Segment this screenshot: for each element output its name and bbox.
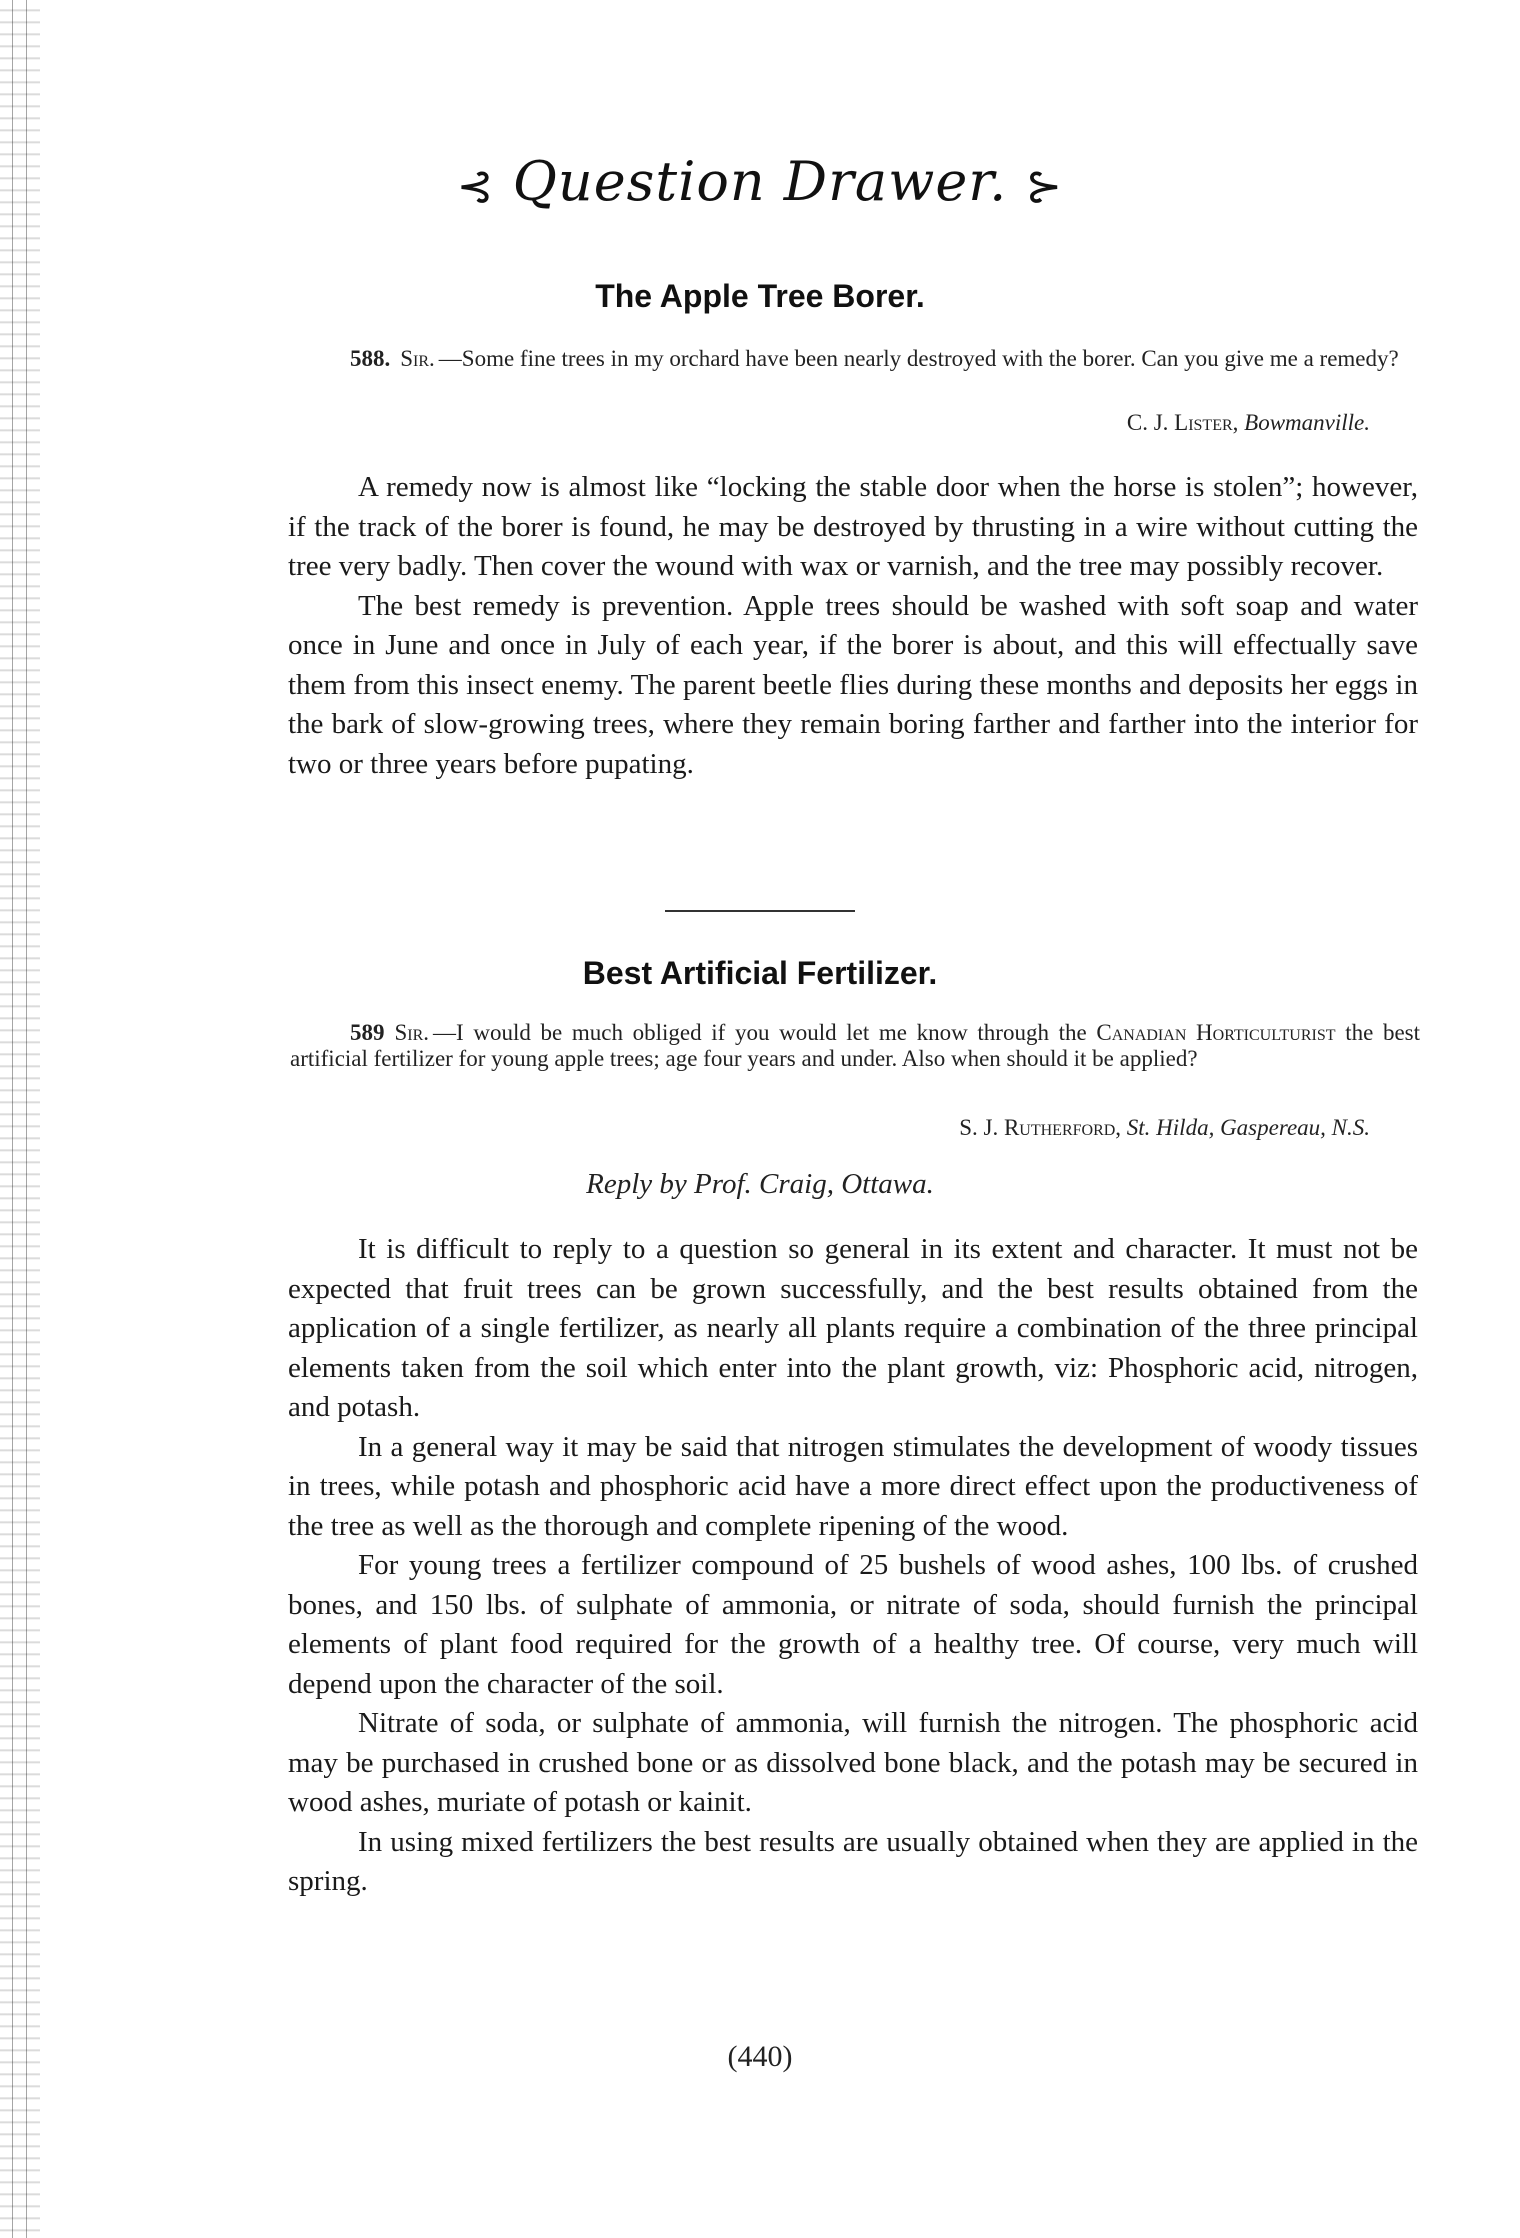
paragraph: Nitrate of soda, or sulphate of ammonia, will furnish the nitrogen. The phosphoric acid may be purchased in crushed bone or as dissolved bone black, and the potash may be secured in wood ashes, muriate of potash or kainit. [288,1707,1418,1818]
signature-place: St. Hilda, Gaspereau, N.S. [1126,1115,1370,1140]
section-title-apple-tree-borer: The Apple Tree Borer. [595,278,925,314]
ornament-left-icon: ⊰ [456,160,495,212]
paragraph: It is difficult to reply to a question so general in its extent and character. It must not be expected that fruit trees can be grown successfully, and the best results obtained from the application of a single fertilizer, as nearly all plants require a combination of the three principal elements taken from the soil which enter into the plant growth, viz: Phosphoric acid, nitrogen, and potash. [288,1233,1418,1423]
binding-line [26,0,27,2238]
signature-name: C. J. Lister, [1126,410,1239,435]
paragraph: In a general way it may be said that nitrogen stimulates the development of woody tissues in trees, while potash and phosphoric acid have a more direct effect upon the productiveness of the tree as well as the thorough and complete ripening of the wood. [288,1430,1418,1542]
query-salutation: Sir. [394,1020,430,1045]
query-588 [290,346,1420,372]
query-number: 589 [350,1020,385,1045]
reply-by: Reply by Prof. Craig, Ottawa. [586,1168,934,1200]
section-title-best-artificial-fertilizer: Best Artificial Fertilizer. [582,955,938,991]
query-number: 588. [350,346,391,371]
query-text: —Some fine trees in my orchard have been nearly destroyed with the borer. Can you give me a remedy? [438,346,1399,371]
query-text-before: —I would be much obliged if you would let me know through the [433,1020,1097,1045]
signature-place: Bowmanville. [1244,410,1370,435]
query-salutation: Sir. [400,346,435,371]
paragraph: In using mixed fertilizers the best results are usually obtained when they are applied in the spring. [288,1825,1418,1897]
signature-rutherford [959,1115,1370,1141]
ornament-right-icon: ⊱ [1025,160,1064,212]
signature-lister [1127,410,1370,436]
masthead-title: Question Drawer. [512,150,1008,213]
masthead [0,150,1520,213]
binding-edge [0,0,40,2238]
paragraph: A remedy now is almost like “locking the stable door when the horse is stolen”; however, if the track of the borer is found, he may be destroyed by thrusting in a wire without cutting the tree very badly. Then cover the wound with wax or varnish, and the tree may possibly recover. [288,471,1418,582]
page-number: (440) [727,2040,793,2073]
paragraph: For young trees a fertilizer compound of 25 bushels of wood ashes, 100 lbs. of crushed bones, and 150 lbs. of sulphate of ammonia, or nitrate of soda, should furnish the principal elements of plant food required for the growth of a healthy tree. Of course, very much will depend upon the character of the soil. [288,1549,1418,1700]
signature-name: S. J. Rutherford, [959,1115,1122,1140]
publication-name: Canadian Horticulturist [1096,1020,1336,1045]
query-589 [290,1020,1420,1072]
query-text-after: the best artificial fertilizer for young apple trees; age four years and under. Also when should it be applied? [290,1020,1420,1071]
answer-588 [288,468,1418,784]
paragraph: The best remedy is prevention. Apple trees should be washed with soft soap and water once in June and once in July of each year, if the borer is about, and this will effectually save them from this insect enemy. The parent beetle flies during these months and deposits her eggs in the bark of slow-growing trees, where they remain boring farther and farther into the interior for two or three years before pupating. [288,589,1418,780]
section-divider [665,910,855,912]
binding-line [12,0,13,2238]
answer-589 [288,1230,1418,1902]
